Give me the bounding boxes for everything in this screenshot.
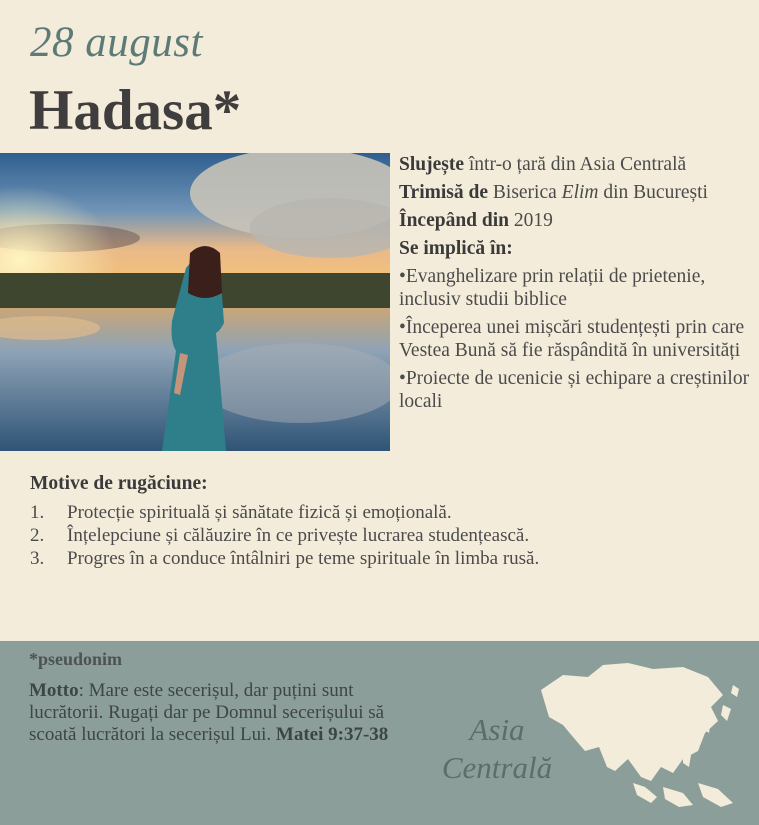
prayer-item <box>30 547 745 570</box>
region-line-2: Centrală <box>441 750 553 785</box>
sent-city: din București <box>598 182 708 203</box>
prayer-item <box>30 524 745 547</box>
sent-label: Trimisă de <box>399 182 489 203</box>
serves-text: într-o țară din Asia Centrală <box>464 154 687 175</box>
region-line-1: Asia <box>469 712 525 747</box>
missionary-info <box>399 153 754 418</box>
prayer-item-text: Înțelepciune și călăuzire în ce privește lucrarea studențească. <box>67 525 530 546</box>
sent-text: Biserica <box>488 182 562 203</box>
since-value: 2019 <box>509 210 553 231</box>
motto <box>29 680 414 746</box>
since-label: Începând din <box>399 210 510 231</box>
serves-line <box>399 153 754 176</box>
footer-panel <box>0 641 759 825</box>
since-line <box>399 209 754 232</box>
involvement-item: •Începerea unei mișcări studențești prin care Vestea Bună să fie răspândită în universități <box>399 317 745 361</box>
involved-label: Se implică în: <box>399 238 513 259</box>
serves-label: Slujește <box>399 154 464 175</box>
missionary-name: Hadasa* <box>29 79 242 142</box>
prayer-item-number: 3. <box>30 548 45 569</box>
prayer-item-number: 2. <box>30 525 45 546</box>
prayer-section <box>30 473 745 570</box>
church-name: Elim <box>561 182 599 203</box>
involved-line <box>399 237 754 260</box>
involvement-item: •Evanghelizare prin relații de prietenie, inclusiv studii biblice <box>399 266 706 310</box>
motto-reference: Matei 9:37-38 <box>275 724 389 745</box>
motto-text: : Mare este secerișul, dar puțini sunt lucrătorii. Rugați dar pe Domnul secerișului să scoată lucrători la secerișul Lui. <box>29 680 385 745</box>
prayer-item-number: 1. <box>30 502 45 523</box>
motto-label: Motto <box>29 680 79 701</box>
prayer-item-text: Protecție spirituală și sănătate fizică și emoțională. <box>67 502 452 523</box>
pseudonym-note: *pseudonim <box>29 649 123 669</box>
involvement-item: •Proiecte de ucenicie și echipare a creștinilor locali <box>399 368 750 412</box>
missionary-photo <box>0 153 390 451</box>
sent-line <box>399 181 754 204</box>
date-heading: 28 august <box>30 19 203 66</box>
prayer-item-text: Progres în a conduce întâlniri pe teme spirituale în limba rusă. <box>67 548 540 569</box>
prayer-list <box>30 501 745 570</box>
prayer-title: Motive de rugăciune: <box>30 473 208 494</box>
prayer-item <box>30 501 745 524</box>
asia-map-icon <box>533 655 748 820</box>
